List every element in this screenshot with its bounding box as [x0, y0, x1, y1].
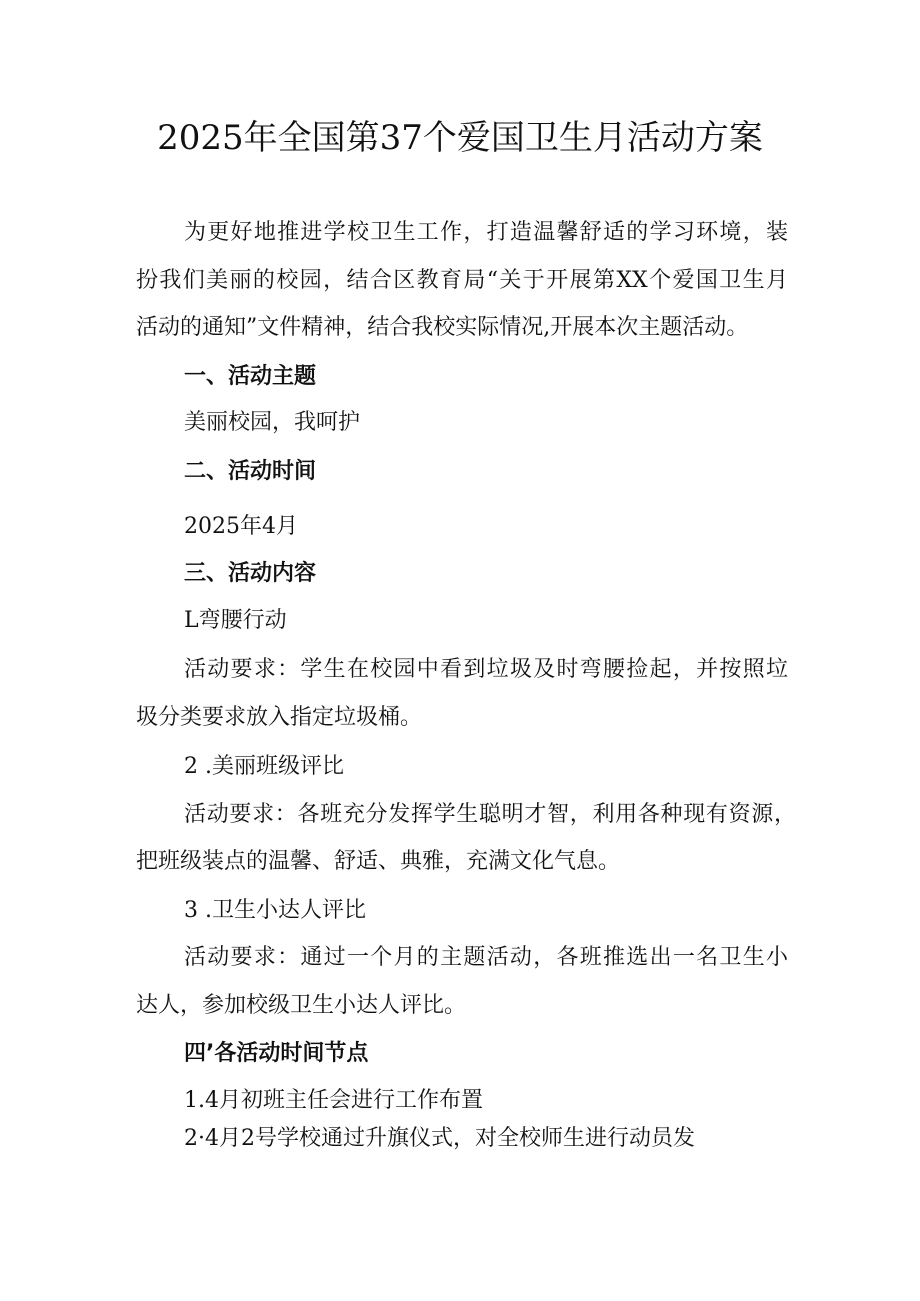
item-3-title: 3 .卫生小达人评比 — [184, 898, 366, 923]
item-1-req-line-1: 活动要求：学生在校园中看到垃圾及时弯腰捡起，并按照垃 — [184, 657, 788, 682]
intro-line-2: 扮我们美丽的校园，结合区教育局“关于开展第XX个爱国卫生月 — [136, 268, 788, 293]
timeline-item-2: 2·4月2号学校通过升旗仪式，对全校师生进行动员发 — [184, 1126, 695, 1151]
section-3-heading: 三、活动内容 — [184, 561, 317, 586]
item-2-title: 2 .美丽班级评比 — [184, 754, 344, 779]
item-3-req-line-2: 达人，参加校级卫生小达人评比。 — [136, 993, 467, 1018]
section-4-heading: 四’各活动时间节点 — [184, 1041, 369, 1066]
section-1-heading: 一、活动主题 — [184, 364, 317, 389]
item-2-req-line-1: 活动要求：各班充分发挥学生聪明才智，利用各种现有资源， — [184, 802, 796, 827]
item-1-req-line-2: 圾分类要求放入指定垃圾桶。 — [136, 705, 423, 730]
item-2-req-line-2: 把班级装点的温馨、舒适、典雅，充满文化气息。 — [136, 849, 621, 874]
item-3-req-line-1: 活动要求：通过一个月的主题活动，各班推选出一名卫生小 — [184, 945, 788, 970]
section-1-text: 美丽校园，我呵护 — [184, 410, 361, 435]
document-title: 2025年全国第37个爱国卫生月活动方案 — [157, 118, 763, 158]
item-1-title: L弯腰行动 — [184, 608, 287, 633]
section-2-heading: 二、活动时间 — [184, 459, 317, 484]
timeline-item-1: 1.4月初班主任会进行工作布置 — [184, 1088, 483, 1113]
section-2-text: 2025年4月 — [184, 514, 298, 539]
intro-line-3: 活动的通知”文件精神，结合我校实际情况,开展本次主题活动。 — [136, 315, 749, 340]
intro-line-1: 为更好地推进学校卫生工作，打造温馨舒适的学习环境，装 — [184, 220, 788, 245]
